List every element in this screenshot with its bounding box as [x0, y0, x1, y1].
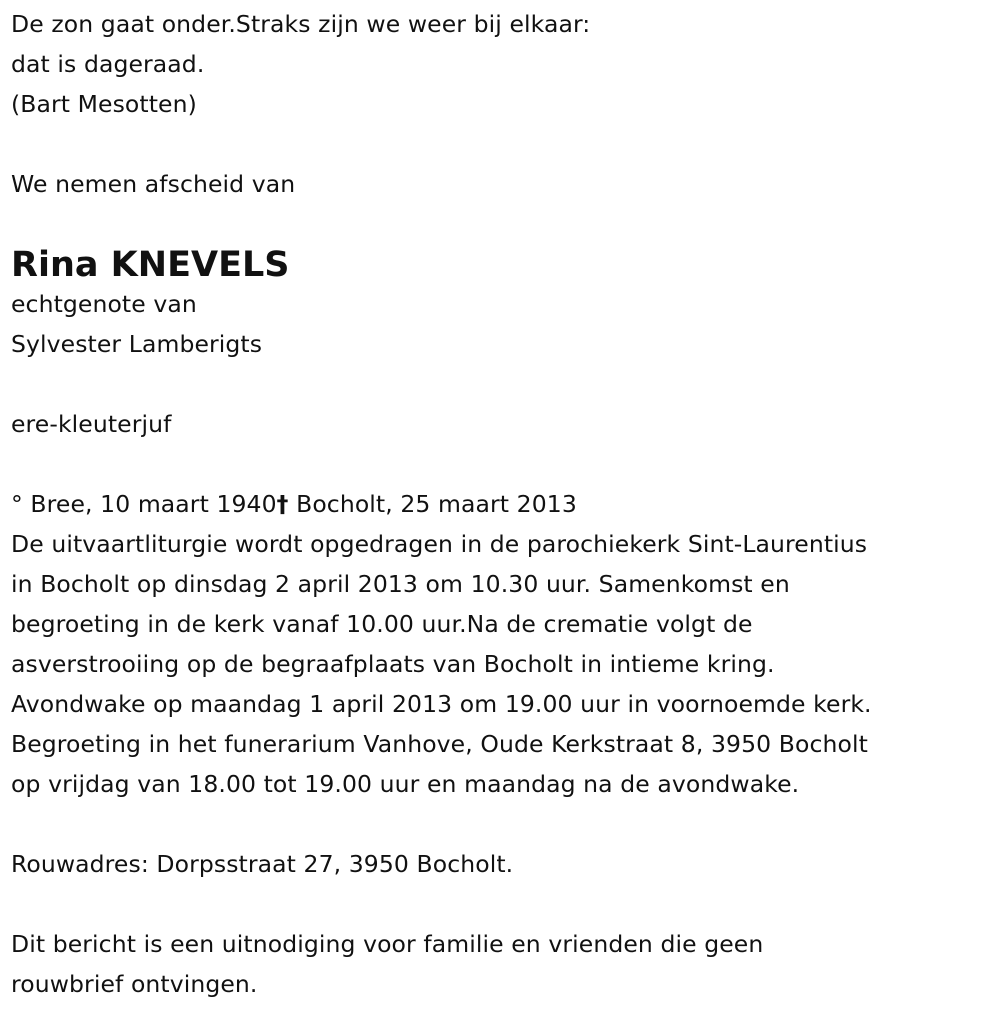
notice-line: Dit bericht is een uitnodiging voor familie en vrienden die geen	[11, 930, 764, 958]
ceremony-line: begroeting in de kerk vanaf 10.00 uur.Na de crematie volgt de	[11, 610, 753, 638]
spacer	[11, 124, 996, 164]
ceremony-line: De uitvaartliturgie wordt opgedragen in de parochiekerk Sint-Laurentius	[11, 530, 868, 558]
life-dates	[11, 484, 996, 524]
mourning-address: Rouwadres: Dorpsstraat 27, 3950 Bocholt.	[11, 850, 514, 878]
ceremony-line: in Bocholt op dinsdag 2 april 2013 om 10.30 uur. Samenkomst en	[11, 570, 790, 598]
spouse-name: Sylvester Lamberigts	[11, 330, 263, 358]
poem-line-1: De zon gaat onder.Straks zijn we weer bij elkaar:	[11, 10, 591, 38]
deceased-name: Rina KNEVELS	[11, 245, 290, 285]
occupation: ere-kleuterjuf	[11, 410, 172, 438]
poem-line-2: dat is dageraad.	[11, 50, 205, 78]
ceremony-line: Begroeting in het funerarium Vanhove, Oude Kerkstraat 8, 3950 Bocholt	[11, 730, 868, 758]
spacer	[11, 444, 996, 484]
relation-text: echtgenote van	[11, 290, 197, 318]
spacer	[11, 884, 996, 924]
notice-line: rouwbrief ontvingen.	[11, 970, 258, 998]
cross-icon: †	[276, 490, 289, 518]
birth-date: ° Bree, 10 maart 1940	[11, 490, 277, 518]
spacer	[11, 364, 996, 404]
obituary-notice	[11, 4, 996, 1004]
ceremony-line: Avondwake op maandag 1 april 2013 om 19.00 uur in voornoemde kerk.	[11, 690, 872, 718]
poem-author: (Bart Mesotten)	[11, 90, 197, 118]
ceremony-line: asverstrooiing op de begraafplaats van Bocholt in intieme kring.	[11, 650, 775, 678]
intro-text: We nemen afscheid van	[11, 170, 296, 198]
spacer	[11, 804, 996, 844]
ceremony-line: op vrijdag van 18.00 tot 19.00 uur en maandag na de avondwake.	[11, 770, 800, 798]
spacer	[11, 204, 996, 244]
death-date: Bocholt, 25 maart 2013	[288, 490, 577, 518]
